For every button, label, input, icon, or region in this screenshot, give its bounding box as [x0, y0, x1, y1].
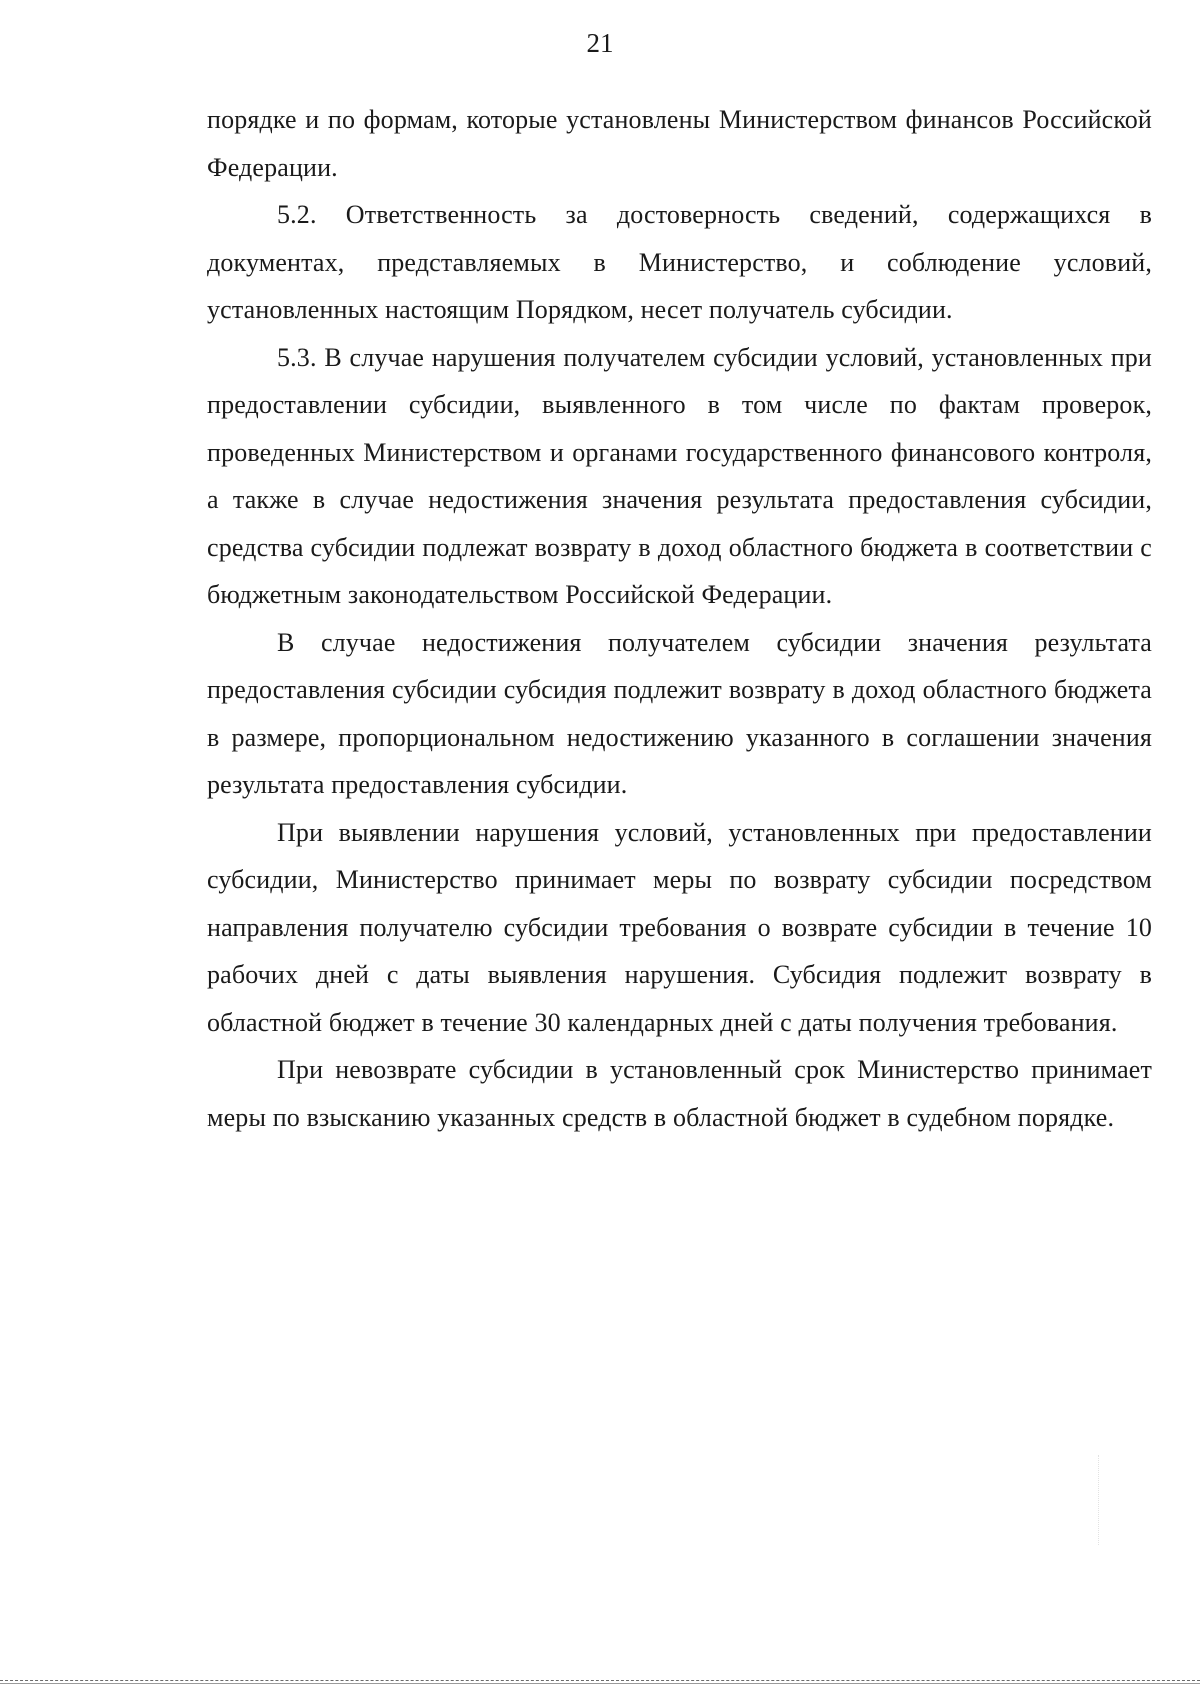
paragraph-5-3: 5.3. В случае нарушения получателем субсидии условий, установленных при предоставлении субсидии, выявленного в том числе по фактам проверок, проведенных Министерством и органами государственного финансового контроля, а также в случае недостижения значения результата предоставления субсидии, средства субсидии подлежат возврату в доход областного бюджета в соответствии с бюджетным законодательством Российской Федерации.	[207, 342, 1152, 609]
scan-edge-line	[0, 1680, 1200, 1681]
scan-edge-line-secondary	[0, 1683, 1200, 1684]
paragraph-violation-detection: При выявлении нарушения условий, установленных при предоставлении субсидии, Министерство принимает меры по возврату субсидии посредством направления получателю субсидии требования о возврате субсидии в течение 10 рабочих дней с даты выявления нарушения. Субсидия подлежит возврату в областной бюджет в течение 30 календарных дней с даты получения требования.	[207, 817, 1152, 1037]
page-number: 21	[586, 28, 614, 58]
scan-artifact-dots	[1098, 1455, 1102, 1545]
paragraph-continuation: порядке и по формам, которые установлены Министерством финансов Российской Федерации.	[207, 105, 1152, 182]
paragraph-5-2: 5.2. Ответственность за достоверность сведений, содержащихся в документах, представляемых в Министерство, и соблюдение условий, установленных настоящим Порядком, несет получатель субсидии.	[207, 200, 1152, 324]
document-body	[207, 96, 1152, 1141]
paragraph-non-return: При невозврате субсидии в установленный срок Министерство принимает меры по взысканию указанных средств в областной бюджет в судебном порядке.	[207, 1055, 1152, 1132]
paragraph-non-achievement: В случае недостижения получателем субсидии значения результата предоставления субсидии субсидия подлежит возврату в доход областного бюджета в размере, пропорциональном недостижению указанного в соглашении значения результата предоставления субсидии.	[207, 627, 1152, 799]
